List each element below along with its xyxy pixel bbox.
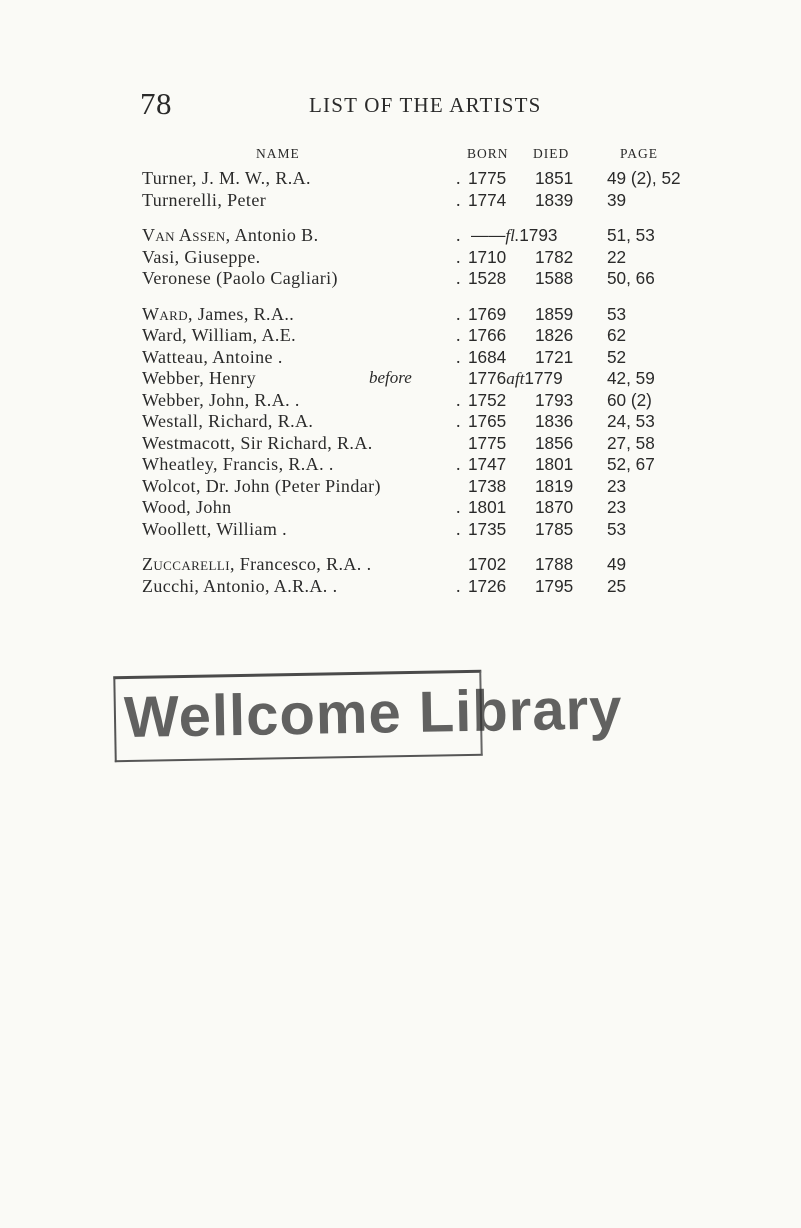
page-number: 78 xyxy=(140,86,172,121)
artist-name xyxy=(142,225,319,246)
artist-row xyxy=(142,476,801,498)
artist-row xyxy=(142,554,801,576)
artist-name xyxy=(142,190,266,211)
page-reference: 51, 53 xyxy=(607,225,655,245)
after-mark: aft xyxy=(506,369,525,388)
died-year: 1836 xyxy=(535,411,574,431)
artist-row: Webber, John, R.A. . . 1752 1793 60 (2) xyxy=(142,389,652,410)
died-year: 1588 xyxy=(535,268,574,288)
artist-name-text: , Antonio B. xyxy=(225,225,319,245)
artist-row: Ward, William, A.E. . 1766 1826 62 xyxy=(142,325,627,345)
column-header-died: DIED xyxy=(533,146,570,161)
artist-name-text: , James, R.A.. xyxy=(188,303,295,324)
artist-row: Van Assen, Antonio B. . ——fl.1793 51, 53 xyxy=(142,225,655,245)
died-year: 1856 xyxy=(535,432,574,453)
born-year: 1710 xyxy=(468,246,507,267)
died-year: 1870 xyxy=(535,497,574,517)
born-year: 1801 xyxy=(468,497,507,517)
born-year: 1752 xyxy=(468,389,507,410)
artist-row xyxy=(142,433,801,455)
artist-name xyxy=(142,168,311,189)
page-reference: 50, 66 xyxy=(607,268,655,288)
born-year: 1702 xyxy=(468,554,507,574)
artist-name-text: Wheatley, Francis, R.A. . xyxy=(142,454,334,474)
artist-row: Veronese (Paolo Cagliari) . 1528 1588 50, 66 xyxy=(142,268,655,288)
artist-row: Zucchi, Antonio, A.R.A. . . 1726 1795 25 xyxy=(142,575,627,596)
born-year: 1776aft1779 xyxy=(468,368,563,388)
page-reference: 49 xyxy=(607,554,627,574)
artist-row: Turner, J. M. W., R.A. . 1775 1851 49 (2), 52 xyxy=(142,168,681,188)
artist-name-text: Wolcot, Dr. John (Peter Pindar) xyxy=(142,475,381,496)
born-year: 1726 xyxy=(468,575,507,596)
page-reference: 53 xyxy=(607,518,627,539)
artist-name xyxy=(142,268,338,289)
artist-name xyxy=(142,497,232,518)
stamp-text: Wellcome Library xyxy=(123,676,623,751)
born-year: 1765 xyxy=(468,411,507,431)
died-year: 1839 xyxy=(535,189,574,210)
artist-name xyxy=(142,411,313,432)
artist-row: Turnerelli, Peter . 1774 1839 39 xyxy=(142,189,627,210)
artist-name xyxy=(142,390,300,411)
born-year: 1774 xyxy=(468,189,507,210)
artist-name-text: Turner, J. M. W., R.A. xyxy=(142,168,311,188)
artist-row: Woollett, William . . 1735 1785 53 xyxy=(142,518,627,539)
group-spacer xyxy=(142,540,801,554)
artist-name-text: , Francesco, R.A. . xyxy=(229,554,372,574)
artist-name-text: Westmacott, Sir Richard, R.A. xyxy=(142,432,373,453)
column-header-born: BORN xyxy=(467,146,509,161)
page-reference: 24, 53 xyxy=(607,411,655,431)
died-year: 1859 xyxy=(535,303,574,324)
artist-name xyxy=(142,368,256,389)
died-year: 1785 xyxy=(535,518,574,539)
page-reference: 49 (2), 52 xyxy=(607,168,681,188)
died-year: 1826 xyxy=(535,325,574,345)
artist-row: Vasi, Giuseppe. . 1710 1782 22 xyxy=(142,246,627,267)
born-year: 1747 xyxy=(468,454,507,474)
floruit-mark: fl. xyxy=(505,226,520,245)
page-reference: 42, 59 xyxy=(607,368,655,388)
page-reference: 27, 58 xyxy=(607,432,655,453)
group-spacer xyxy=(142,290,801,304)
born-year: 1735 xyxy=(468,518,507,539)
running-head: LIST OF THE ARTISTS xyxy=(309,93,542,117)
page-reference: 62 xyxy=(607,325,627,345)
artist-name xyxy=(142,304,294,325)
page-reference: 52, 67 xyxy=(607,454,655,474)
page-reference: 25 xyxy=(607,575,627,596)
artist-row: Watteau, Antoine . . 1684 1721 52 xyxy=(142,346,627,367)
page-reference: 23 xyxy=(607,475,627,496)
artist-name-text: Webber, Henry xyxy=(142,368,256,388)
artist-name xyxy=(142,433,373,454)
page-reference: 60 (2) xyxy=(607,389,652,410)
artist-name xyxy=(142,519,287,540)
artist-name-text: Wood, John xyxy=(142,497,232,517)
artist-table xyxy=(142,168,801,597)
page-reference: 23 xyxy=(607,497,627,517)
artist-name xyxy=(142,476,381,497)
library-stamp xyxy=(113,670,623,762)
artist-row: Ward, James, R.A.. . 1769 1859 53 xyxy=(142,303,627,324)
page-reference: 53 xyxy=(607,303,627,324)
artist-name xyxy=(142,347,283,368)
artist-surname-smallcaps: Van Assen xyxy=(142,225,226,245)
page-reference: 22 xyxy=(607,246,627,267)
artist-name-text: Watteau, Antoine . xyxy=(142,346,283,367)
artist-row: Wood, John . 1801 1870 23 xyxy=(142,497,627,517)
born-year: 1738 xyxy=(468,475,507,496)
born-year: 1775 xyxy=(468,168,507,188)
died-year: 1795 xyxy=(535,575,574,596)
artist-name-text: Woollett, William . xyxy=(142,518,288,539)
artist-name xyxy=(142,325,296,346)
artist-name-text: Ward, William, A.E. xyxy=(142,325,297,345)
artist-name-text: Turnerelli, Peter xyxy=(142,189,267,210)
born-year: 1766 xyxy=(468,325,507,345)
column-header-name: NAME xyxy=(256,146,300,161)
died-year: 1788 xyxy=(535,554,574,574)
artist-surname-smallcaps: Zuccarelli xyxy=(142,554,230,574)
artist-name-text: Veronese (Paolo Cagliari) xyxy=(142,268,338,288)
died-year: 1851 xyxy=(535,168,574,188)
artist-name-text: Webber, John, R.A. . xyxy=(142,389,300,410)
page-reference: 39 xyxy=(607,189,627,210)
artist-name-text: Vasi, Giuseppe. xyxy=(142,246,261,267)
artist-name xyxy=(142,247,260,268)
born-year: 1769 xyxy=(468,303,507,324)
died-year: 1782 xyxy=(535,246,574,267)
artist-surname-smallcaps: Ward xyxy=(142,303,189,324)
died-year: 1721 xyxy=(535,346,574,367)
group-spacer xyxy=(142,211,801,225)
died-year: 1819 xyxy=(535,475,574,496)
born-year: ——fl.1793 xyxy=(471,225,558,245)
born-year: 1684 xyxy=(468,346,507,367)
artist-name xyxy=(142,554,372,575)
column-header-page: PAGE xyxy=(620,146,659,161)
artist-row: Westall, Richard, R.A. . 1765 1836 24, 53 xyxy=(142,411,655,431)
artist-row: Wheatley, Francis, R.A. . . 1747 1801 52, 67 xyxy=(142,454,655,474)
artist-name xyxy=(142,576,338,597)
artist-row xyxy=(142,368,801,390)
page-reference: 52 xyxy=(607,346,627,367)
died-year: 1793 xyxy=(535,389,574,410)
died-year: 1801 xyxy=(535,454,574,474)
artist-name-text: Westall, Richard, R.A. xyxy=(142,411,314,431)
born-year: 1775 xyxy=(468,432,507,453)
artist-name-text: Zucchi, Antonio, A.R.A. . xyxy=(142,575,338,596)
born-year: 1528 xyxy=(468,268,507,288)
artist-name xyxy=(142,454,334,475)
date-qualifier: before xyxy=(369,368,412,387)
